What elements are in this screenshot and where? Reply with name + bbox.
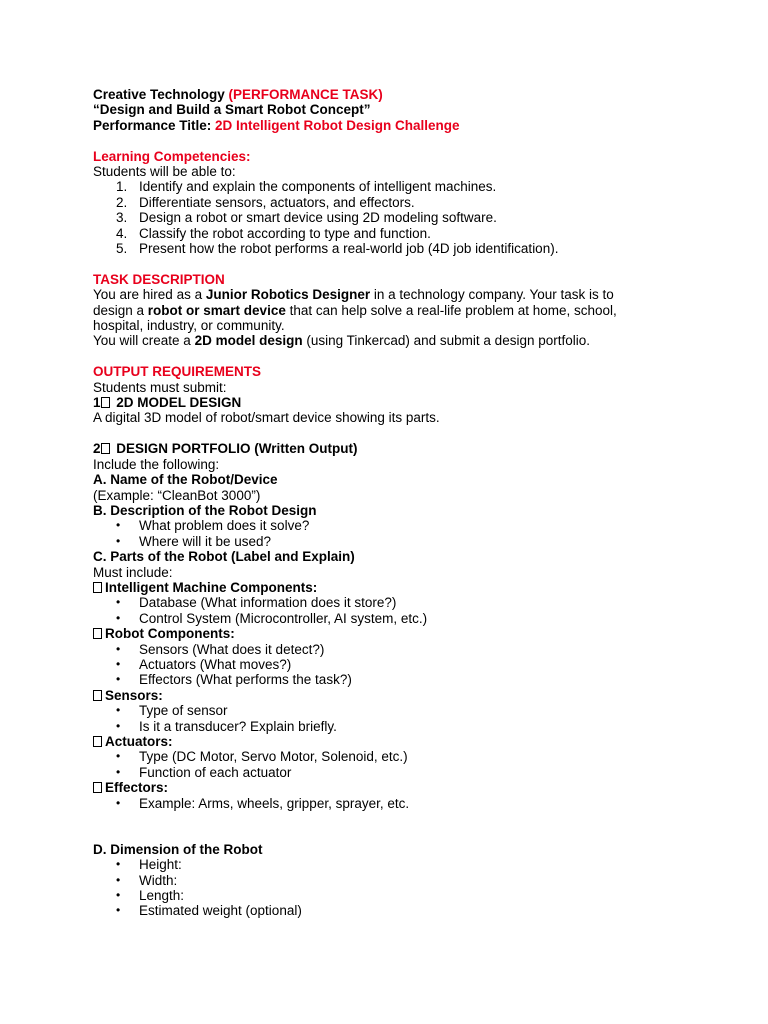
list-item: • Effectors (What performs the task?) — [116, 672, 352, 688]
checkbox-icon — [93, 628, 102, 639]
section-c-intro: Must include: — [93, 564, 173, 580]
list-item: • Where will it be used? — [116, 533, 272, 549]
subject-tag: (PERFORMANCE TASK) — [228, 87, 383, 102]
list-item: • Type of sensor — [116, 703, 228, 719]
list-item: 4. Classify the robot according to type and function. — [116, 225, 431, 241]
list-item: • Is it a transducer? Explain briefly. — [116, 718, 337, 734]
checkbox-icon — [93, 690, 102, 701]
list-item: 1. Identify and explain the components of intelligent machines. — [116, 179, 497, 195]
list-item: • Database (What information does it store?) — [116, 595, 397, 611]
checkbox-icon — [93, 782, 102, 793]
section-b-title: B. Description of the Robot Design — [93, 502, 317, 518]
list-item: • Sensors (What does it detect?) — [116, 641, 325, 657]
list-item: • Height: — [116, 857, 182, 873]
subject-label: Creative Technology — [93, 87, 229, 102]
group-title: Effectors: — [93, 780, 693, 795]
keycap-icon — [101, 443, 110, 454]
section-a-title: A. Name of the Robot/Device — [93, 472, 278, 488]
section-d-list — [93, 857, 693, 919]
task-paragraph-2: You will create a 2D model design (using Tinkercad) and submit a design portfolio. — [93, 333, 590, 349]
output-heading: OUTPUT REQUIREMENTS — [93, 364, 262, 380]
list-item: • Type (DC Motor, Servo Motor, Solenoid, etc.) — [116, 749, 408, 765]
output-intro: Students must submit: — [93, 379, 227, 395]
list-item: • Function of each actuator — [116, 764, 292, 780]
section-b-list — [93, 518, 693, 549]
list-item: • Control System (Microcontroller, AI system, etc.) — [116, 610, 428, 626]
list-item: • Estimated weight (optional) — [116, 903, 302, 919]
group-title: Robot Components: — [93, 626, 693, 641]
performance-title: 2D Intelligent Robot Design Challenge — [215, 117, 460, 133]
section-c-title: C. Parts of the Robot (Label and Explain) — [93, 549, 355, 565]
subject-line — [93, 87, 693, 102]
model-design-desc: A digital 3D model of robot/smart device showing its parts. — [93, 410, 440, 426]
keycap-icon — [101, 397, 110, 408]
performance-title-line — [93, 118, 693, 133]
list-item: 3. Design a robot or smart device using 2D modeling software. — [116, 210, 497, 226]
section-d-title: D. Dimension of the Robot — [93, 841, 263, 857]
list-item: • Width: — [116, 872, 178, 888]
list-item: • Length: — [116, 888, 185, 904]
checkbox-icon — [93, 736, 102, 747]
group-title: Intelligent Machine Components: — [93, 580, 693, 595]
list-item: 2. Differentiate sensors, actuators, and effectors. — [116, 194, 415, 210]
task-heading: TASK DESCRIPTION — [93, 271, 225, 287]
portfolio-intro: Include the following: — [93, 456, 220, 472]
group-title: Actuators: — [93, 734, 693, 749]
group-list — [93, 595, 693, 626]
competencies-intro: Students will be able to: — [93, 164, 236, 180]
performance-title-label: Performance Title: — [93, 117, 216, 133]
group-list — [93, 749, 693, 780]
competencies-heading: Learning Competencies: — [93, 148, 251, 164]
group-list — [93, 796, 693, 811]
list-item: • Actuators (What moves?) — [116, 656, 292, 672]
checkbox-icon — [93, 582, 102, 593]
group-list — [93, 642, 693, 688]
section-a-example: (Example: “CleanBot 3000”) — [93, 487, 261, 503]
list-item: • Example: Arms, wheels, gripper, sprayer, etc. — [116, 795, 410, 811]
group-title: Sensors: — [93, 688, 693, 703]
document-subtitle: “Design and Build a Smart Robot Concept” — [93, 102, 371, 118]
list-item: 5. Present how the robot performs a real-world job (4D job identification). — [116, 241, 559, 257]
list-item: • What problem does it solve? — [116, 518, 310, 534]
group-list — [93, 703, 693, 734]
task-paragraph: You are hired as a Junior Robotics Designer in a technology company. Your task is to design a robot or smart device that can help solve a real-life problem at home, school, hospital, industry, or community. — [93, 287, 617, 334]
competencies-list — [93, 179, 693, 256]
portfolio-heading: 2 DESIGN PORTFOLIO (Written Output) — [93, 441, 358, 457]
model-design-heading: 1 2D MODEL DESIGN — [93, 395, 242, 411]
